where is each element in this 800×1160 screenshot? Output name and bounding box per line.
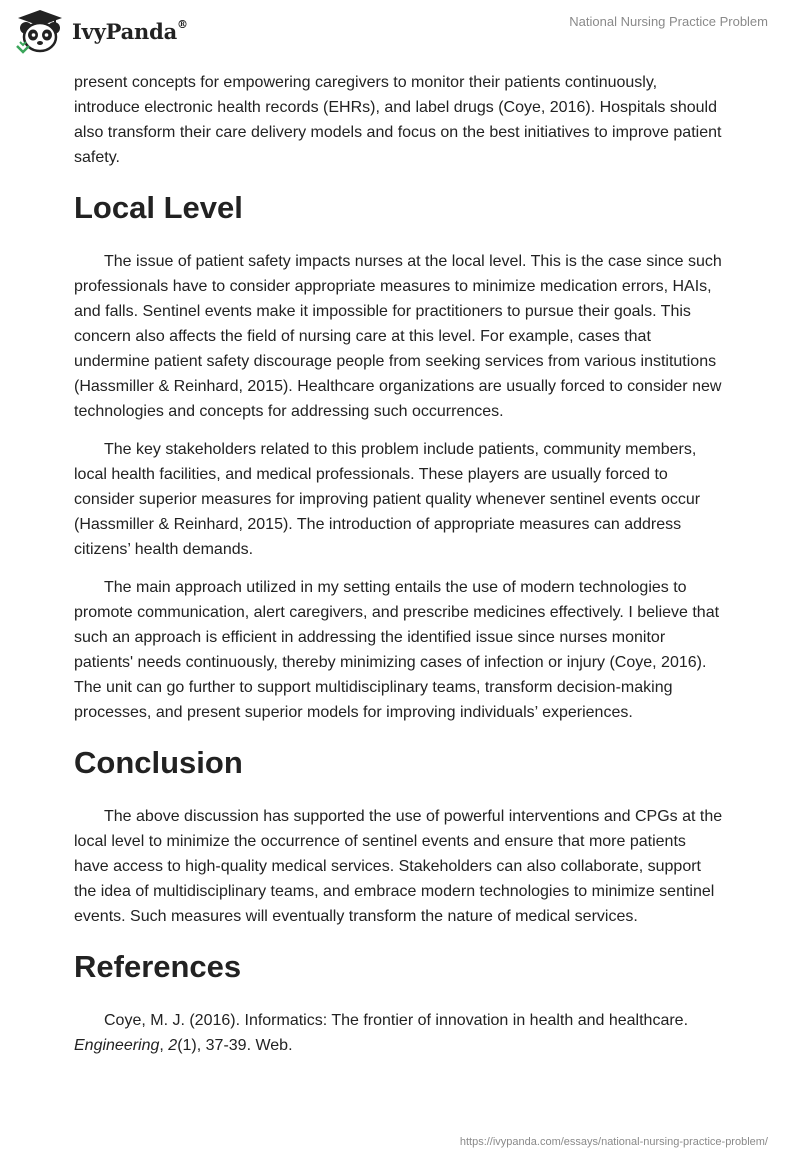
reference-issue-pages: (1), 37-39. Web. [177, 1037, 293, 1054]
reference-authors-title: Coye, M. J. (2016). Informatics: The frontier of innovation in health and healthcare. [104, 1012, 689, 1029]
reference-journal: Engineering [74, 1037, 160, 1054]
section-heading-references: References [74, 949, 242, 984]
ivypanda-logo[interactable] [14, 7, 188, 55]
essay-body [74, 70, 724, 1071]
reference-volume: 2 [168, 1037, 178, 1054]
local-level-paragraph-3: The main approach utilized in my setting entails the use of modern technologies to promote communication, alert caregivers, and prescribe medicines effectively. I believe that such an approach is efficient in addressing the identified issue since nurses monitor patients' needs continuously, thereby minimizing cases of infection or injury (Coye, 2016). The unit can go further to support multidisciplinary teams, transform decision-making processes, and present superior models for improving individuals’ experiences. [74, 579, 720, 721]
panda-graduate-icon [14, 8, 66, 54]
page-header [0, 0, 800, 62]
footer-url-link[interactable]: https://ivypanda.com/essays/national-nursing-practice-problem/ [459, 1136, 768, 1148]
local-level-paragraph-2: The key stakeholders related to this problem include patients, community members, local health facilities, and medical professionals. These players are usually forced to consider superior measures for improving patient quality whenever sentinel events occur (Hassmiller & Reinhard, 2015). The introduction of appropriate measures can address citizens’ health demands. [74, 441, 701, 558]
section-heading-local-level: Local Level [74, 190, 243, 225]
conclusion-paragraph: The above discussion has supported the use of powerful interventions and CPGs at the local level to minimize the occurrence of sentinel events and ensure that more patients have access to high-quality medical services. Stakeholders can also collaborate, support the idea of multidisciplinary teams, and embrace modern technologies to minimize sentinel events. Such measures will eventually transform the nature of medical services. [74, 808, 723, 925]
document-title: National Nursing Practice Problem [569, 14, 768, 29]
brand-name: IvyPanda® [72, 17, 188, 44]
intro-paragraph: present concepts for empowering caregivers to monitor their patients continuously, introduce electronic health records (EHRs), and label drugs (Coye, 2016). Hospitals should also transform their care delivery models and focus on the best initiatives to improve patient safety. [74, 74, 722, 166]
section-heading-conclusion: Conclusion [74, 745, 243, 780]
reference-entry: Coye, M. J. (2016). Informatics: The frontier of innovation in health and healthcare. Engineering, 2(1), 37-39. Web. [74, 1012, 689, 1054]
local-level-paragraph-1: The issue of patient safety impacts nurses at the local level. This is the case since such professionals have to consider appropriate measures to minimize medication errors, HAIs, and falls. Sentinel events make it impossible for practitioners to pursue their goals. This concern also affects the field of nursing care at this level. For example, cases that undermine patient safety discourage people from seeking services from various institutions (Hassmiller & Reinhard, 2015). Healthcare organizations are usually forced to consider new technologies and concepts for addressing such occurrences. [74, 253, 722, 420]
